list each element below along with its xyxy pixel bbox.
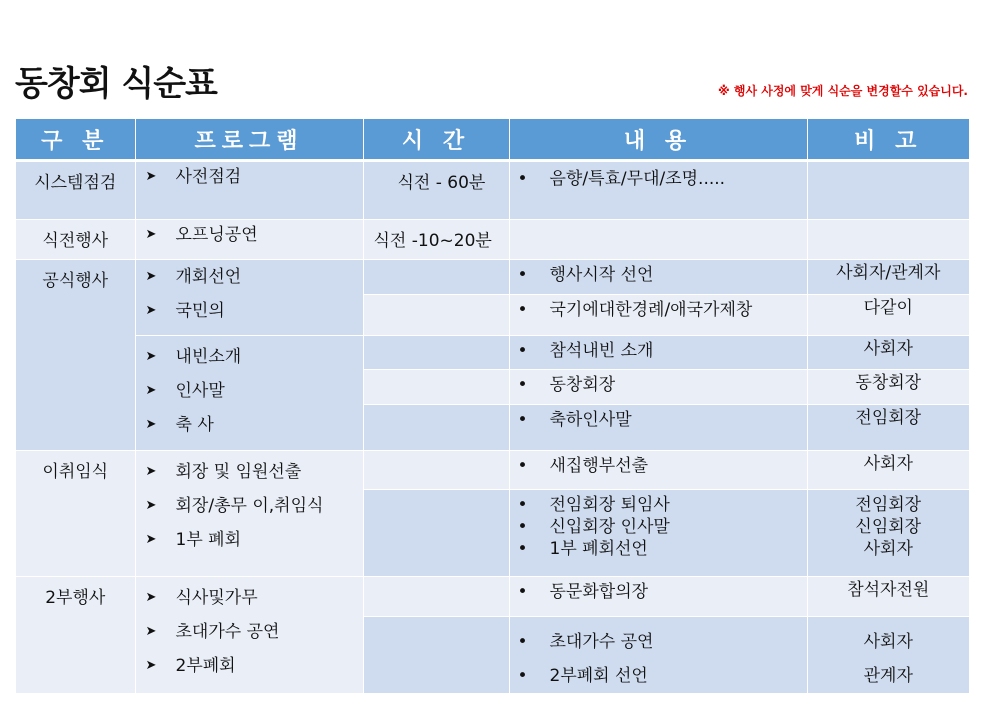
arrowhead-bullet-icon: ➤ — [145, 590, 157, 605]
content-item: 신입회장 인사말 — [549, 517, 670, 537]
program-item: 회장/총무 이,취임식 — [175, 496, 324, 516]
header-remarks: 비 고 — [807, 119, 969, 161]
arrowhead-bullet-icon: ➤ — [145, 498, 157, 513]
category-cell: 공식행사 — [16, 260, 135, 451]
category-cell: 식전행사 — [16, 220, 135, 260]
time-cell — [363, 451, 509, 490]
time-cell — [363, 490, 509, 577]
content-item: 2부폐회 선언 — [549, 666, 648, 686]
arrowhead-bullet-icon: ➤ — [145, 269, 157, 284]
program-item: 국민의 — [175, 301, 225, 321]
round-bullet-icon: • — [517, 265, 528, 285]
category-cell: 2부행사 — [16, 577, 135, 694]
content-item: 참석내빈 소개 — [549, 341, 654, 361]
round-bullet-icon: • — [517, 517, 528, 537]
content-item: 1부 폐회선언 — [549, 539, 648, 559]
content-item: 동창회장 — [549, 375, 616, 395]
program-cell — [135, 161, 363, 220]
arrowhead-bullet-icon: ➤ — [145, 169, 157, 184]
remarks-cell: 사회자 — [807, 451, 969, 490]
change-notice: ※ 행사 사정에 맞게 식순을 변경할수 있습니다. — [718, 84, 968, 98]
time-cell — [363, 370, 509, 405]
content-cell — [509, 336, 807, 370]
table-row — [16, 161, 969, 220]
time-cell — [363, 336, 509, 370]
program-item: 초대가수 공연 — [175, 622, 280, 642]
program-cell — [135, 220, 363, 260]
table-row — [16, 451, 969, 490]
remarks-cell: 참석자전원 — [807, 577, 969, 617]
table-row — [16, 336, 969, 370]
header-program: 프로그램 — [135, 119, 363, 161]
ceremony-schedule-table — [16, 119, 969, 694]
round-bullet-icon: • — [517, 169, 528, 189]
content-item: 동문화합의장 — [549, 582, 649, 602]
content-cell — [509, 405, 807, 451]
remark-item: 관계자 — [863, 666, 913, 686]
round-bullet-icon: • — [517, 582, 528, 602]
remark-item: 사회자 — [863, 539, 913, 559]
remarks-cell — [807, 161, 969, 220]
header-category: 구 분 — [16, 119, 135, 161]
content-cell — [509, 490, 807, 577]
time-cell — [363, 260, 509, 295]
content-cell — [509, 220, 807, 260]
content-cell — [509, 617, 807, 694]
remark-item: 전임회장 — [855, 495, 922, 515]
round-bullet-icon: • — [517, 539, 528, 559]
program-cell — [135, 336, 363, 451]
arrowhead-bullet-icon: ➤ — [145, 464, 157, 479]
content-cell — [509, 370, 807, 405]
program-item: 회장 및 임원선출 — [175, 462, 302, 482]
time-cell: 식전 -10~20분 — [363, 220, 509, 260]
content-item: 초대가수 공연 — [549, 632, 654, 652]
round-bullet-icon: • — [517, 410, 528, 430]
program-cell — [135, 260, 363, 336]
table-row — [16, 577, 969, 617]
program-item: 인사말 — [175, 381, 225, 401]
round-bullet-icon: • — [517, 666, 528, 686]
remark-item: 사회자 — [863, 632, 913, 652]
arrowhead-bullet-icon: ➤ — [145, 227, 157, 242]
category-cell: 시스템점검 — [16, 161, 135, 220]
content-cell — [509, 451, 807, 490]
program-item: 사전점검 — [175, 167, 242, 187]
content-item: 축하인사말 — [549, 410, 632, 430]
content-item: 음향/특효/무대/조명..... — [549, 169, 726, 189]
time-cell: 식전 - 60분 — [363, 161, 509, 220]
remark-item: 신임회장 — [855, 517, 922, 537]
header-content: 내 용 — [509, 119, 807, 161]
remarks-cell: 동창회장 — [807, 370, 969, 405]
remarks-cell: 전임회장 — [807, 405, 969, 451]
remarks-cell: 다같이 — [807, 295, 969, 336]
round-bullet-icon: • — [517, 341, 528, 361]
program-item: 2부폐회 — [175, 656, 236, 676]
program-cell — [135, 577, 363, 694]
remarks-cell — [807, 220, 969, 260]
program-item: 개회선언 — [175, 267, 242, 287]
program-item: 식사및가무 — [175, 588, 258, 608]
time-cell — [363, 617, 509, 694]
header-time: 시 간 — [363, 119, 509, 161]
arrowhead-bullet-icon: ➤ — [145, 624, 157, 639]
program-item: 내빈소개 — [175, 347, 242, 367]
time-cell — [363, 405, 509, 451]
arrowhead-bullet-icon: ➤ — [145, 532, 157, 547]
content-item: 국기에대한경례/애국가제창 — [549, 300, 753, 320]
content-cell — [509, 260, 807, 295]
round-bullet-icon: • — [517, 456, 528, 476]
remarks-cell — [807, 490, 969, 577]
content-cell — [509, 161, 807, 220]
program-item: 1부 폐회 — [175, 530, 241, 550]
round-bullet-icon: • — [517, 375, 528, 395]
time-cell — [363, 295, 509, 336]
content-cell — [509, 295, 807, 336]
round-bullet-icon: • — [517, 495, 528, 515]
table-row — [16, 220, 969, 260]
arrowhead-bullet-icon: ➤ — [145, 349, 157, 364]
content-item: 새집행부선출 — [549, 456, 649, 476]
table-row — [16, 260, 969, 295]
program-item: 오프닝공연 — [175, 225, 258, 245]
program-item: 축 사 — [175, 415, 214, 435]
program-cell — [135, 451, 363, 577]
remarks-cell: 사회자/관계자 — [807, 260, 969, 295]
content-cell — [509, 577, 807, 617]
arrowhead-bullet-icon: ➤ — [145, 383, 157, 398]
page-title: 동창회 식순표 — [15, 64, 217, 104]
category-cell: 이취임식 — [16, 451, 135, 577]
arrowhead-bullet-icon: ➤ — [145, 417, 157, 432]
round-bullet-icon: • — [517, 632, 528, 652]
remarks-cell — [807, 617, 969, 694]
arrowhead-bullet-icon: ➤ — [145, 303, 157, 318]
remarks-cell: 사회자 — [807, 336, 969, 370]
arrowhead-bullet-icon: ➤ — [145, 658, 157, 673]
content-item: 행사시작 선언 — [549, 265, 654, 285]
round-bullet-icon: • — [517, 300, 528, 320]
content-item: 전임회장 퇴임사 — [549, 495, 670, 515]
header-row — [16, 119, 969, 161]
time-cell — [363, 577, 509, 617]
